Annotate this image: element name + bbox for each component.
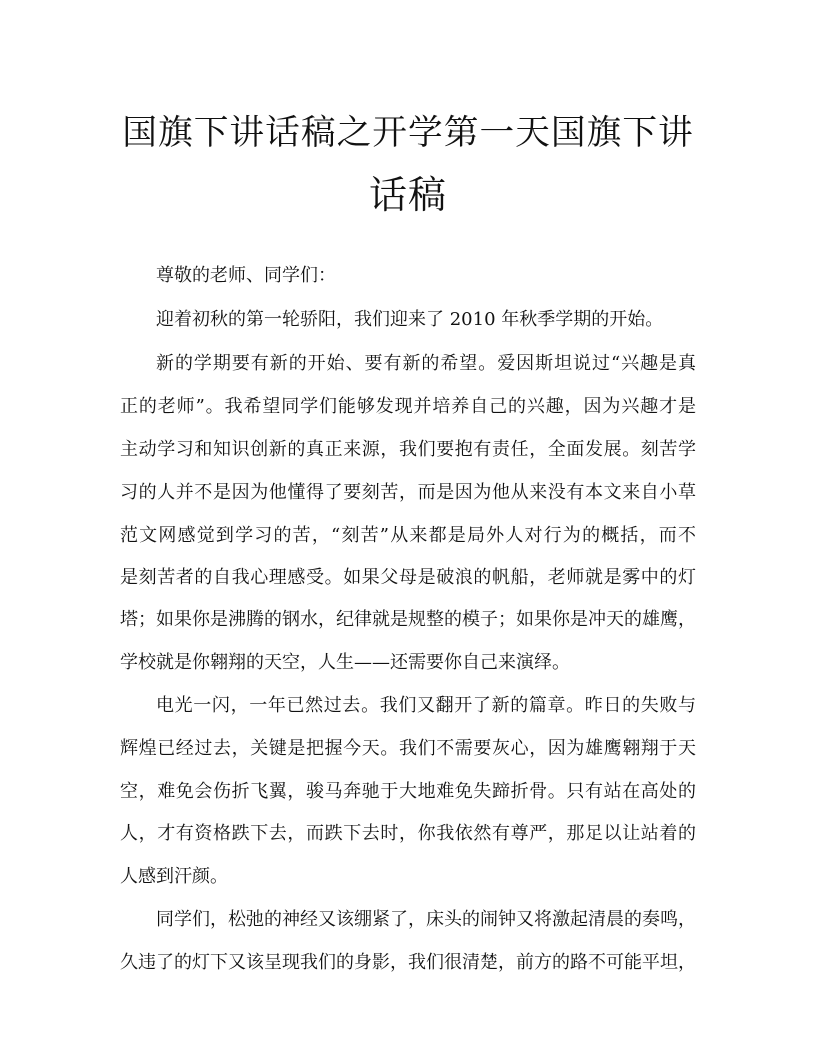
paragraph-3-line-2: 辉煌已经过去，关键是把握今天。我们不需要灰心，因为雄鹰翱翔于天 — [120, 738, 696, 759]
paragraph-2-line-5: 范文网感觉到学习的苦，“刻苦”从来都是局外人对行为的概括，而不 — [120, 525, 696, 546]
paragraph-2-line-2: 正的老师”。我希望同学们能够发现并培养自己的兴趣，因为兴趣才是 — [120, 396, 696, 417]
paragraph-3-line-5: 人感到汗颜。 — [120, 866, 228, 887]
paragraph-1-line-1: 迎着初秋的第一轮骄阳，我们迎来了 2010 年秋季学期的开始。 — [156, 309, 664, 330]
paragraph-3-line-3: 空，难免会伤折飞翼，骏马奔驰于大地难免失蹄折骨。只有站在高处的 — [120, 781, 696, 802]
paragraph-2-line-8: 学校就是你翱翔的天空，人生——还需要你自己来演绎。 — [120, 652, 570, 673]
document-title-line-1: 国旗下讲话稿之开学第一天国旗下讲 — [122, 113, 694, 153]
salutation-line: 尊敬的老师、同学们： — [156, 265, 336, 286]
paragraph-2-line-3: 主动学习和知识创新的真正来源，我们要抱有责任，全面发展。刻苦学 — [120, 439, 696, 460]
paragraph-2-line-1: 新的学期要有新的开始、要有新的希望。爱因斯坦说过“兴趣是真 — [156, 353, 696, 374]
paragraph-4-line-1: 同学们，松弛的神经又该绷紧了，床头的闹钟又将激起清晨的奏鸣， — [156, 909, 696, 930]
paragraph-2-line-6: 是刻苦者的自我心理感受。如果父母是破浪的帆船，老师就是雾中的灯 — [120, 567, 696, 588]
paragraph-3-line-4: 人，才有资格跌下去，而跌下去时，你我依然有尊严，那足以让站着的 — [120, 823, 696, 844]
paragraph-3-line-1: 电光一闪，一年已然过去。我们又翻开了新的篇章。昨日的失败与 — [156, 695, 696, 716]
paragraph-4-line-2: 久违了的灯下又该呈现我们的身影，我们很清楚，前方的路不可能平坦， — [120, 952, 696, 973]
paragraph-2-line-7: 塔；如果你是沸腾的钢水，纪律就是规整的模子；如果你是冲天的雄鹰， — [120, 609, 696, 630]
document-title-line-2: 话稿 — [368, 173, 447, 217]
paragraph-2-line-4: 习的人并不是因为他懂得了要刻苦，而是因为他从来没有本文来自小草 — [120, 482, 696, 503]
